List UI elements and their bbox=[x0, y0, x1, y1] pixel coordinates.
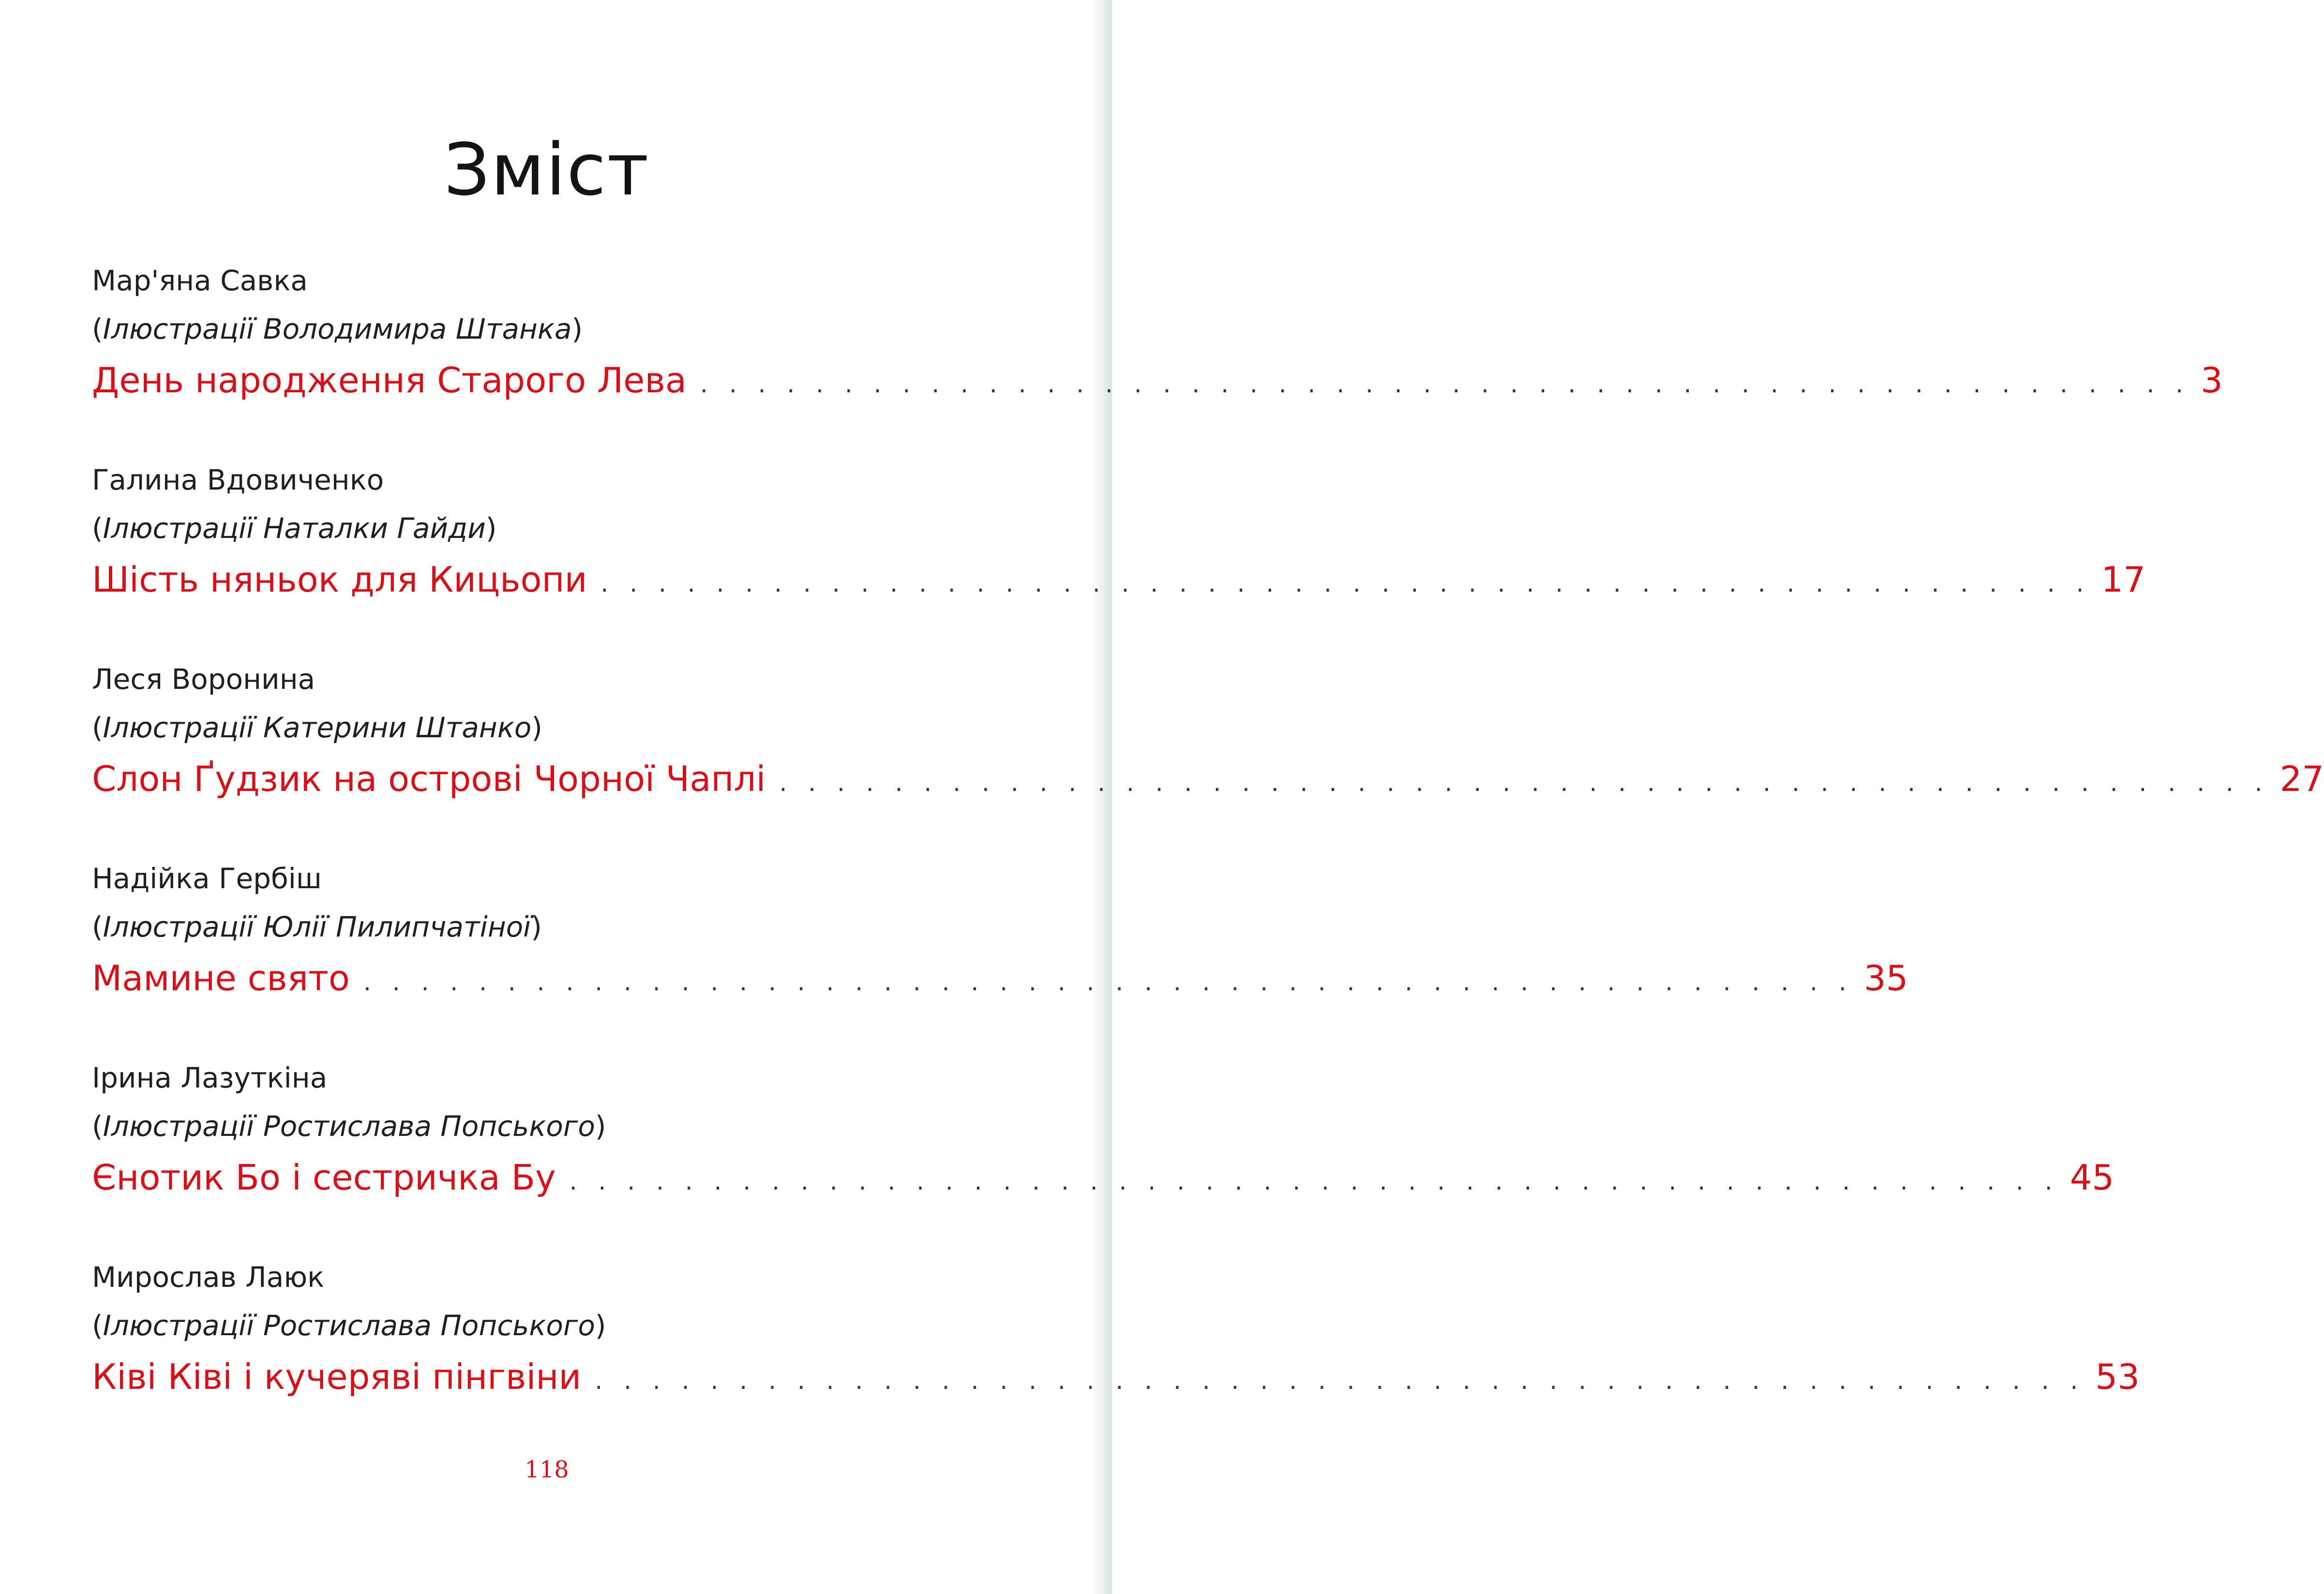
story-title: Слон Ґудзик на острові Чорної Чаплі bbox=[92, 759, 766, 799]
illustrator-credit: (Ілюстрації Юлії Пилипчатіної) bbox=[92, 910, 542, 943]
story-link[interactable] bbox=[92, 552, 2146, 607]
story-link[interactable] bbox=[92, 353, 2223, 407]
author-name: Леся Воронина bbox=[92, 663, 315, 696]
dot-leader: . . . . . . . . . . . . . . . . . . . . . . . . . . . . . . . . . . . . . . . . . . . . . . . . . . . . bbox=[600, 569, 2091, 597]
author-name: Мирослав Лаюк bbox=[92, 1261, 325, 1294]
toc-entry[interactable] bbox=[92, 655, 2324, 806]
illustrator-name: Ілюстрації Наталки Гайди bbox=[103, 512, 486, 545]
illustrator-name: Ілюстрації Катерини Штанко bbox=[103, 711, 532, 744]
toc-entry[interactable] bbox=[92, 854, 1908, 1005]
author-name: Галина Вдовиченко bbox=[92, 463, 384, 496]
illustrator-name: Ілюстрації Ростислава Попського bbox=[103, 1309, 595, 1342]
story-title: Єнотик Бо і сестричка Бу bbox=[92, 1157, 556, 1198]
illustrator-name: Ілюстрації Ростислава Попського bbox=[103, 1110, 595, 1143]
dot-leader: . . . . . . . . . . . . . . . . . . . . . . . . . . . . . . . . . . . . . . . . . . . . . . . . . . . . bbox=[569, 1167, 2059, 1195]
illustrator-credit: (Ілюстрації Володимира Штанка) bbox=[92, 313, 583, 345]
illustrator-credit: (Ілюстрації Ростислава Попського) bbox=[92, 1309, 606, 1342]
toc-entry[interactable] bbox=[92, 1054, 2114, 1205]
page-number: 27 bbox=[2279, 759, 2324, 799]
toc-entry[interactable] bbox=[92, 256, 2223, 407]
dot-leader: . . . . . . . . . . . . . . . . . . . . . . . . . . . . . . . . . . . . . . . . . . . . . . . . . . . . bbox=[363, 968, 1853, 996]
story-title: Шість няньок для Кицьопи bbox=[92, 559, 587, 600]
page-number: 45 bbox=[2069, 1157, 2114, 1198]
author-name: Надійка Гербіш bbox=[92, 862, 322, 895]
page-number: 53 bbox=[2095, 1356, 2140, 1397]
story-link[interactable] bbox=[92, 1350, 2140, 1404]
story-title: Ківі Ківі і кучеряві пінгвіни bbox=[92, 1356, 582, 1397]
illustrator-credit: (Ілюстрації Ростислава Попського) bbox=[92, 1110, 606, 1143]
story-title: День народження Старого Лева bbox=[92, 360, 687, 401]
story-link[interactable] bbox=[92, 951, 1908, 1005]
dot-leader: . . . . . . . . . . . . . . . . . . . . . . . . . . . . . . . . . . . . . . . . . . . . . . . . . . . . bbox=[700, 370, 2190, 398]
page-title: Зміст bbox=[444, 128, 650, 212]
story-link[interactable] bbox=[92, 752, 2324, 806]
toc-entry[interactable] bbox=[92, 1253, 2140, 1404]
author-name: Ірина Лазуткіна bbox=[92, 1061, 328, 1094]
page-number: 35 bbox=[1863, 958, 1908, 998]
illustrator-name: Ілюстрації Юлії Пилипчатіної bbox=[103, 910, 531, 943]
illustrator-name: Ілюстрації Володимира Штанка bbox=[103, 313, 572, 345]
illustrator-credit: (Ілюстрації Катерини Штанко) bbox=[92, 711, 542, 744]
page-number: 3 bbox=[2201, 360, 2223, 401]
dot-leader: . . . . . . . . . . . . . . . . . . . . . . . . . . . . . . . . . . . . . . . . . . . . . . . . . . . . bbox=[779, 769, 2269, 797]
toc-entry[interactable] bbox=[92, 456, 2146, 607]
page-folio: 118 bbox=[525, 1456, 569, 1483]
story-title: Мамине свято bbox=[92, 958, 350, 998]
page-number: 17 bbox=[2101, 559, 2146, 600]
illustrator-credit: (Ілюстрації Наталки Гайди) bbox=[92, 512, 497, 545]
dot-leader: . . . . . . . . . . . . . . . . . . . . . . . . . . . . . . . . . . . . . . . . . . . . . . . . . . . . bbox=[595, 1367, 2085, 1395]
story-link[interactable] bbox=[92, 1150, 2114, 1205]
author-name: Мар'яна Савка bbox=[92, 264, 308, 297]
